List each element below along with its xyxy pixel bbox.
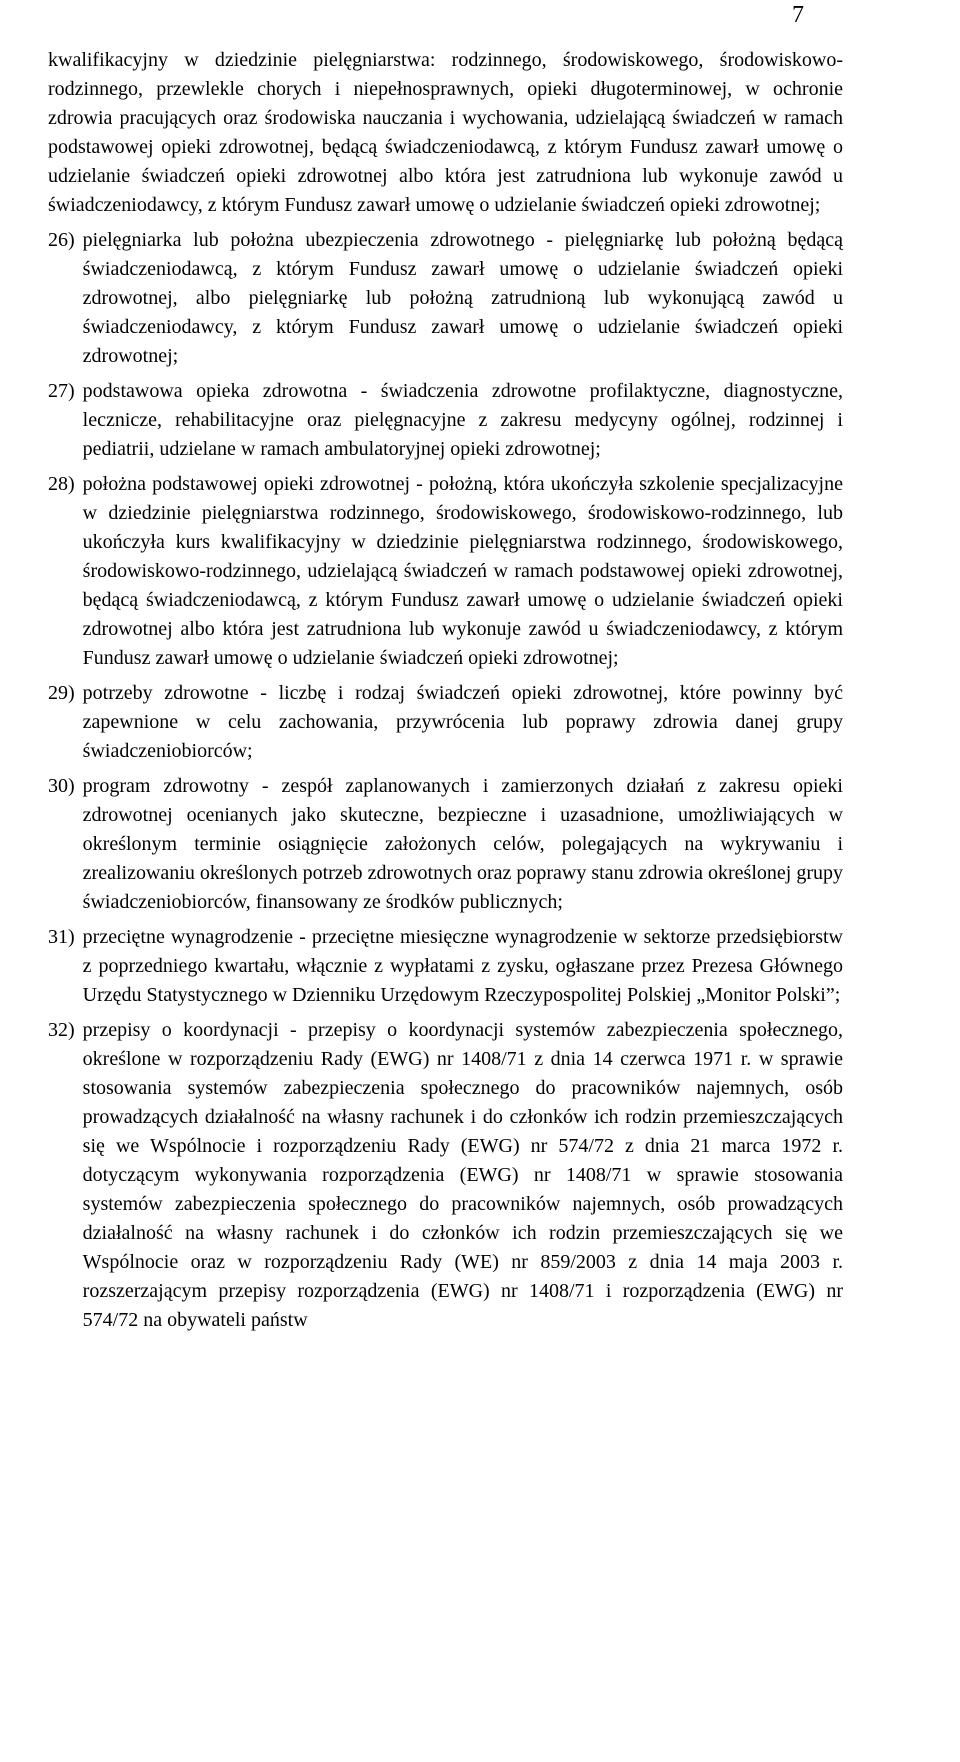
definition-item-26 — [48, 226, 843, 371]
definition-item-32 — [48, 1016, 843, 1335]
definition-item-29 — [48, 679, 843, 766]
item-number: 31) — [48, 926, 75, 948]
item-number: 29) — [48, 682, 75, 704]
definition-item-28 — [48, 470, 843, 673]
item-number: 26) — [48, 229, 75, 251]
item-text: potrzeby zdrowotne - liczbę i rodzaj świadczeń opieki zdrowotnej, które powinny być zapewnione w celu zachowania, przywrócenia lub poprawy zdrowia danej grupy świadczeniobiorców; — [82, 682, 843, 762]
item-number: 28) — [48, 473, 75, 495]
item-number: 30) — [48, 775, 75, 797]
item-number: 27) — [48, 380, 75, 402]
item-text: program zdrowotny - zespół zaplanowanych i zamierzonych działań z zakresu opieki zdrowotnej ocenianych jako skuteczne, bezpieczne i uzasadnione, umożliwiających w określonym terminie osiągnięcie założonych celów, polegających na wykrywaniu i zrealizowaniu określonych potrzeb zdrowotnych oraz poprawy stanu zdrowia określonej grupy świadczeniobiorców, finansowany ze środków publicznych; — [82, 775, 843, 913]
item-text: położna podstawowej opieki zdrowotnej - położną, która ukończyła szkolenie specjalizacyjne w dziedzinie pielęgniarstwa rodzinnego, środowiskowego, środowiskowo-rodzinnego, lub ukończyła kurs kwalifikacyjny w dziedzinie pielęgniarstwa rodzinnego, środowiskowego, środowiskowo-rodzinnego, udzielającą świadczeń w ramach podstawowej opieki zdrowotnej, będącą świadczeniodawcą, z którym Fundusz zawarł umowę o udzielanie świadczeń opieki zdrowotnej albo która jest zatrudniona lub wykonuje zawód u świadczeniodawcy, z którym Fundusz zawarł umowę o udzielanie świadczeń opieki zdrowotnej; — [82, 473, 843, 669]
definition-item-27 — [48, 377, 843, 464]
page-number: 7 — [792, 2, 804, 28]
item-text: podstawowa opieka zdrowotna - świadczenia zdrowotne profilaktyczne, diagnostyczne, lecznicze, rehabilitacyjne oraz pielęgnacyjne z zakresu medycyny ogólnej, rodzinnej i pediatrii, udzielane w ramach ambulatoryjnej opieki zdrowotnej; — [82, 380, 843, 460]
item-text: przeciętne wynagrodzenie - przeciętne miesięczne wynagrodzenie w sektorze przedsiębiorstw z poprzedniego kwartału, włącznie z wypłatami z zysku, ogłaszane przez Prezesa Głównego Urzędu Statystycznego w Dzienniku Urzędowym Rzeczypospolitej Polskiej „Monitor Polski”; — [82, 926, 843, 1006]
intro-paragraph: kwalifikacyjny w dziedzinie pielęgniarstwa: rodzinnego, środowiskowego, środowiskowo-rodzinnego, przewlekle chorych i niepełnosprawnych, opieki długoterminowej, w ochronie zdrowia pracujących oraz środowiska nauczania i wychowania, udzielającą świadczeń w ramach podstawowej opieki zdrowotnej, będącą świadczeniodawcą, z którym Fundusz zawarł umowę o udzielanie świadczeń opieki zdrowotnej albo która jest zatrudniona lub wykonuje zawód u świadczeniodawcy, z którym Fundusz zawarł umowę o udzielanie świadczeń opieki zdrowotnej; — [48, 49, 843, 216]
definition-item-31 — [48, 923, 843, 1010]
item-text: pielęgniarka lub położna ubezpieczenia zdrowotnego - pielęgniarkę lub położną będącą świadczeniodawcą, z którym Fundusz zawarł umowę o udzielanie świadczeń opieki zdrowotnej, albo pielęgniarkę lub położną zatrudnioną lub wykonującą zawód u świadczeniodawcy, z którym Fundusz zawarł umowę o udzielanie świadczeń opieki zdrowotnej; — [82, 229, 843, 367]
definition-item-30 — [48, 772, 843, 917]
item-text: przepisy o koordynacji - przepisy o koordynacji systemów zabezpieczenia społecznego, określone w rozporządzeniu Rady (EWG) nr 1408/71 z dnia 14 czerwca 1971 r. w sprawie stosowania systemów zabezpieczenia społecznego do pracowników najemnych, osób prowadzących działalność na własny rachunek i do członków ich rodzin przemieszczających się we Wspólnocie i rozporządzeniu Rady (EWG) nr 574/72 z dnia 21 marca 1972 r. dotyczącym wykonywania rozporządzenia (EWG) nr 1408/71 w sprawie stosowania systemów zabezpieczenia społecznego do pracowników najemnych, osób prowadzących działalność na własny rachunek i do członków ich rodzin przemieszczających się we Wspólnocie oraz w rozporządzeniu Rady (WE) nr 859/2003 z dnia 14 maja 2003 r. rozszerzającym przepisy rozporządzenia (EWG) nr 1408/71 i rozporządzenia (EWG) nr 574/72 na obywateli państw — [82, 1019, 843, 1331]
document-body — [48, 46, 843, 1341]
item-number: 32) — [48, 1019, 75, 1041]
